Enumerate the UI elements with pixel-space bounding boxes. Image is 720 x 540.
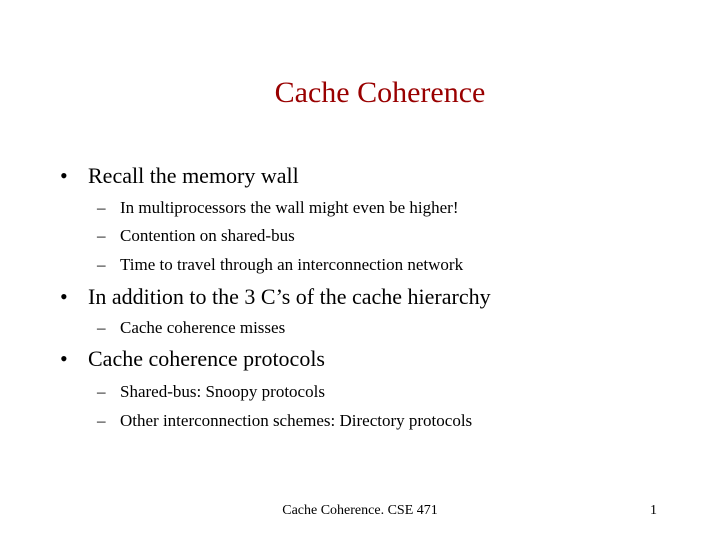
- sub-bullet-text: In multiprocessors the wall might even be higher!: [120, 198, 459, 217]
- bullet-marker: •: [60, 163, 68, 188]
- sub-bullet-item: [97, 319, 285, 336]
- dash-marker: –: [97, 318, 106, 337]
- dash-marker: –: [97, 198, 106, 217]
- page-number: 1: [650, 503, 657, 518]
- dash-marker: –: [97, 255, 106, 274]
- footer-text: Cache Coherence. CSE 471: [282, 503, 438, 518]
- dash-marker: –: [97, 226, 106, 245]
- dash-marker: –: [97, 411, 106, 430]
- sub-bullet-text: Time to travel through an interconnection network: [120, 255, 464, 274]
- slide-title: Cache Coherence: [274, 76, 486, 109]
- sub-bullet-text: Cache coherence misses: [120, 318, 286, 337]
- sub-bullet-item: [97, 412, 472, 429]
- bullet-text: Cache coherence protocols: [88, 346, 325, 371]
- sub-bullet-text: Other interconnection schemes: Directory protocols: [120, 411, 473, 430]
- sub-bullet-item: [97, 227, 295, 244]
- dash-marker: –: [97, 382, 106, 401]
- sub-bullet-item: [97, 256, 463, 273]
- sub-bullet-text: Contention on shared-bus: [120, 226, 295, 245]
- bullet-marker: •: [60, 284, 68, 309]
- bullet-marker: •: [60, 346, 68, 371]
- bullet-text: Recall the memory wall: [88, 163, 299, 188]
- sub-bullet-item: [97, 383, 325, 400]
- sub-bullet-text: Shared-bus: Snoopy protocols: [120, 382, 325, 401]
- bullet-item: [60, 165, 299, 187]
- bullet-item: [60, 286, 491, 308]
- bullet-item: [60, 348, 325, 370]
- sub-bullet-item: [97, 199, 459, 216]
- bullet-text: In addition to the 3 C’s of the cache hierarchy: [88, 284, 491, 309]
